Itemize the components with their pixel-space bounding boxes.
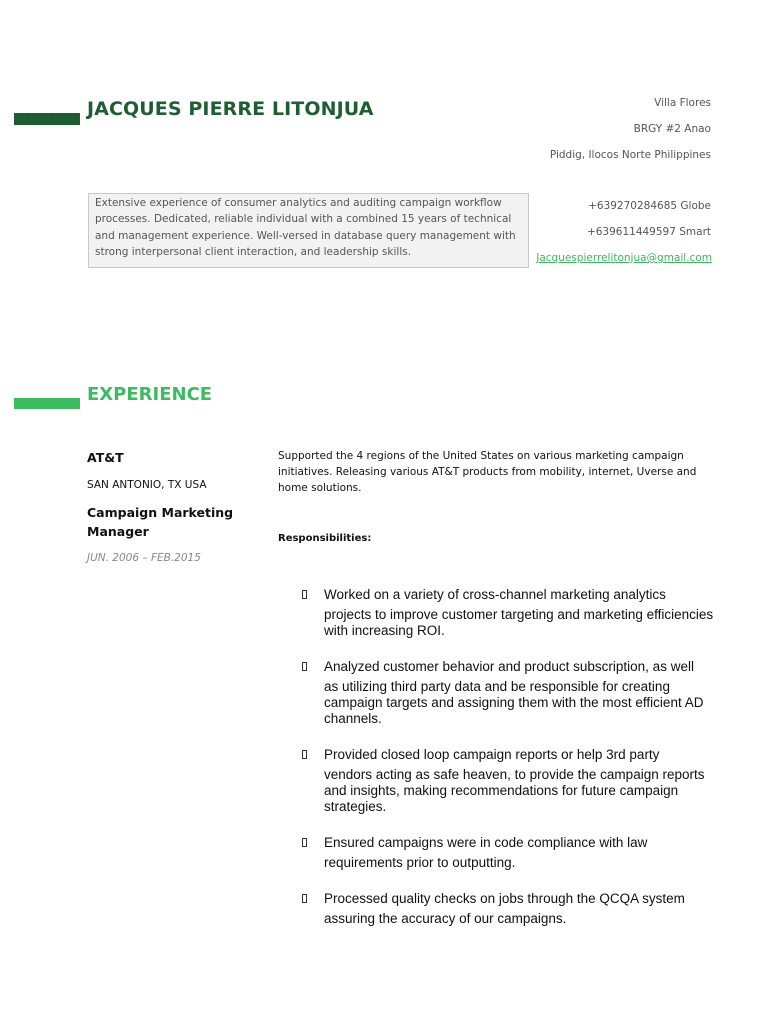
bullet-text-first: Analyzed customer behavior and product subscription, as well (324, 659, 694, 674)
address-line-3: Piddig, Ilocos Norte Philippines (549, 149, 711, 161)
summary-box: Extensive experience of consumer analytics and auditing campaign workflow processes. Dedicated, reliable individual with a combined 15 years of technical and management experience. Well-versed in database query management with strong interpersonal client interaction, and leadership skills. (88, 193, 529, 268)
bullet-text-first: Ensured campaigns were in code compliance with law (324, 835, 648, 850)
bullet-text-rest: projects to improve customer targeting and marketing efficiencies with increasing ROI. (324, 607, 714, 638)
bullet-box-icon (302, 750, 307, 759)
responsibilities-list (300, 587, 720, 927)
responsibilities-label: Responsibilities: (278, 533, 372, 544)
bullet-text-first: Provided closed loop campaign reports or help 3rd party (324, 747, 660, 762)
bullet-text-first: Processed quality checks on jobs through the QCQA system (324, 891, 685, 906)
bullet-text-rest: requirements prior to outputting. (324, 855, 516, 870)
bullet-text-rest: vendors acting as safe heaven, to provide the campaign reports and insights, making recommendations for future campaign strategies. (324, 767, 705, 814)
email-link[interactable]: Jacquespierrelitonjua@gmail.com (536, 252, 712, 264)
bullet-text-rest: assuring the accuracy of our campaigns. (324, 911, 567, 926)
job-title: Campaign Marketing Manager (87, 505, 234, 539)
bullet-box-icon (302, 838, 307, 847)
experience-accent-bar (14, 398, 80, 409)
list-item (300, 891, 720, 927)
list-item (300, 747, 720, 815)
bullet-box-icon (302, 590, 307, 599)
phone-globe: +639270284685 Globe (588, 200, 711, 212)
list-item (300, 587, 720, 639)
bullet-text-first: Worked on a variety of cross-channel marketing analytics (324, 587, 666, 602)
name-accent-bar (14, 113, 80, 125)
bullet-box-icon (302, 662, 307, 671)
bullet-box-icon (302, 894, 307, 903)
candidate-name: JACQUES PIERRE LITONJUA (87, 98, 374, 120)
experience-heading: EXPERIENCE (87, 384, 213, 405)
address-line-2: BRGY #2 Anao (633, 123, 711, 135)
list-item (300, 659, 720, 727)
job-dates: JUN. 2006 – FEB.2015 (87, 552, 201, 564)
address-line-1: Villa Flores (654, 97, 711, 109)
job-location: SAN ANTONIO, TX USA (87, 479, 207, 491)
bullet-text-rest: as utilizing third party data and be responsible for creating campaign targets and assigning them with the most efficient AD channels. (324, 679, 704, 726)
company-name: AT&T (87, 450, 124, 465)
phone-smart: +639611449597 Smart (586, 226, 711, 238)
list-item (300, 835, 720, 871)
job-description: Supported the 4 regions of the United States on various marketing campaign initiatives. Releasing various AT&T products from mobility, internet, Uverse and home solutions. (278, 450, 697, 494)
